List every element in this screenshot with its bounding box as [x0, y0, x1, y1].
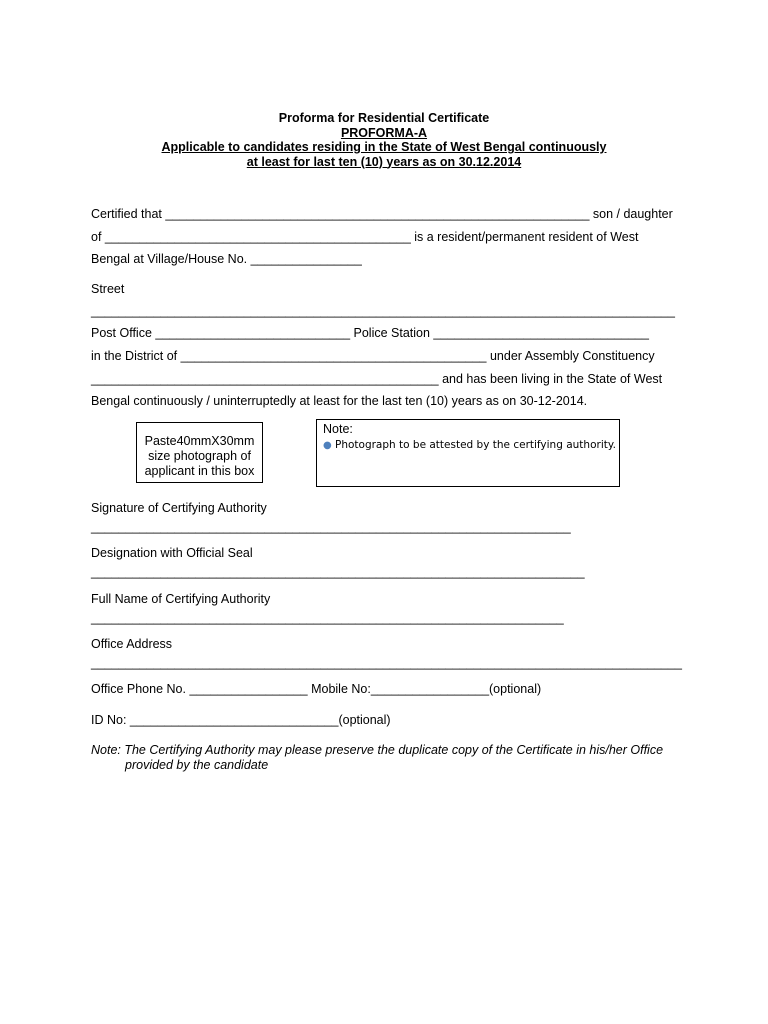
bullet-icon: ●	[323, 440, 332, 451]
applicability-line-1: Applicable to candidates residing in the State of West Bengal continuously	[161, 140, 607, 154]
parent-resident-line: of ____________________________________________ is a resident/permanent resident of West	[91, 230, 639, 244]
note-bullet-item	[323, 439, 619, 451]
living-in-state-line: __________________________________________________ and has been living in the State of West	[91, 372, 663, 386]
full-name-label: Full Name of Certifying Authority	[91, 592, 271, 606]
signature-blank-line: _____________________________________________________________________	[91, 520, 571, 534]
full-name-blank-line: ____________________________________________________________________	[91, 611, 564, 625]
certified-that-line: Certified that _____________________________________________________________ son / daughter	[91, 207, 673, 221]
document-title: Proforma for Residential Certificate	[278, 111, 490, 125]
note-bullet-text: Photograph to be attested by the certifying authority.	[335, 439, 616, 451]
id-number-line: ID No: ______________________________(optional)	[91, 713, 391, 727]
village-house-line: Bengal at Village/House No. ________________	[91, 252, 362, 266]
phone-mobile-line: Office Phone No. _________________ Mobile No:_________________(optional)	[91, 682, 542, 696]
footer-note-line-2: provided by the candidate	[125, 758, 269, 772]
proforma-label: PROFORMA-A	[340, 125, 428, 140]
signature-label: Signature of Certifying Authority	[91, 501, 267, 515]
photo-box-text-3: applicant in this box	[144, 464, 255, 478]
district-constituency-line: in the District of ____________________________________________ under Assembly Constituency	[91, 349, 655, 363]
street-blank-line: ____________________________________________________________________________________	[91, 304, 675, 318]
document-header	[0, 111, 768, 169]
continuous-residence-line: Bengal continuously / uninterruptedly at least for the last ten (10) years as on 30-12-2014.	[91, 394, 588, 408]
photo-paste-box	[136, 422, 263, 483]
note-title: Note:	[323, 422, 353, 436]
street-label: Street	[91, 282, 125, 296]
applicability-line-2: at least for last ten (10) years as on 30.12.2014	[246, 154, 522, 169]
designation-blank-line: _______________________________________________________________________	[91, 565, 585, 579]
office-address-label: Office Address	[91, 637, 173, 651]
designation-label: Designation with Official Seal	[91, 546, 253, 560]
office-address-blank-line: _____________________________________________________________________________________	[91, 656, 682, 670]
photo-box-text-2: size photograph of	[148, 449, 251, 463]
footer-note-line-1: Note: The Certifying Authority may please preserve the duplicate copy of the Certificate in his/her Office	[91, 743, 664, 757]
note-box	[316, 419, 620, 487]
photo-box-text-1: Paste40mmX30mm	[144, 434, 255, 448]
post-office-police-station-line: Post Office ____________________________ Police Station _______________________________	[91, 326, 649, 340]
